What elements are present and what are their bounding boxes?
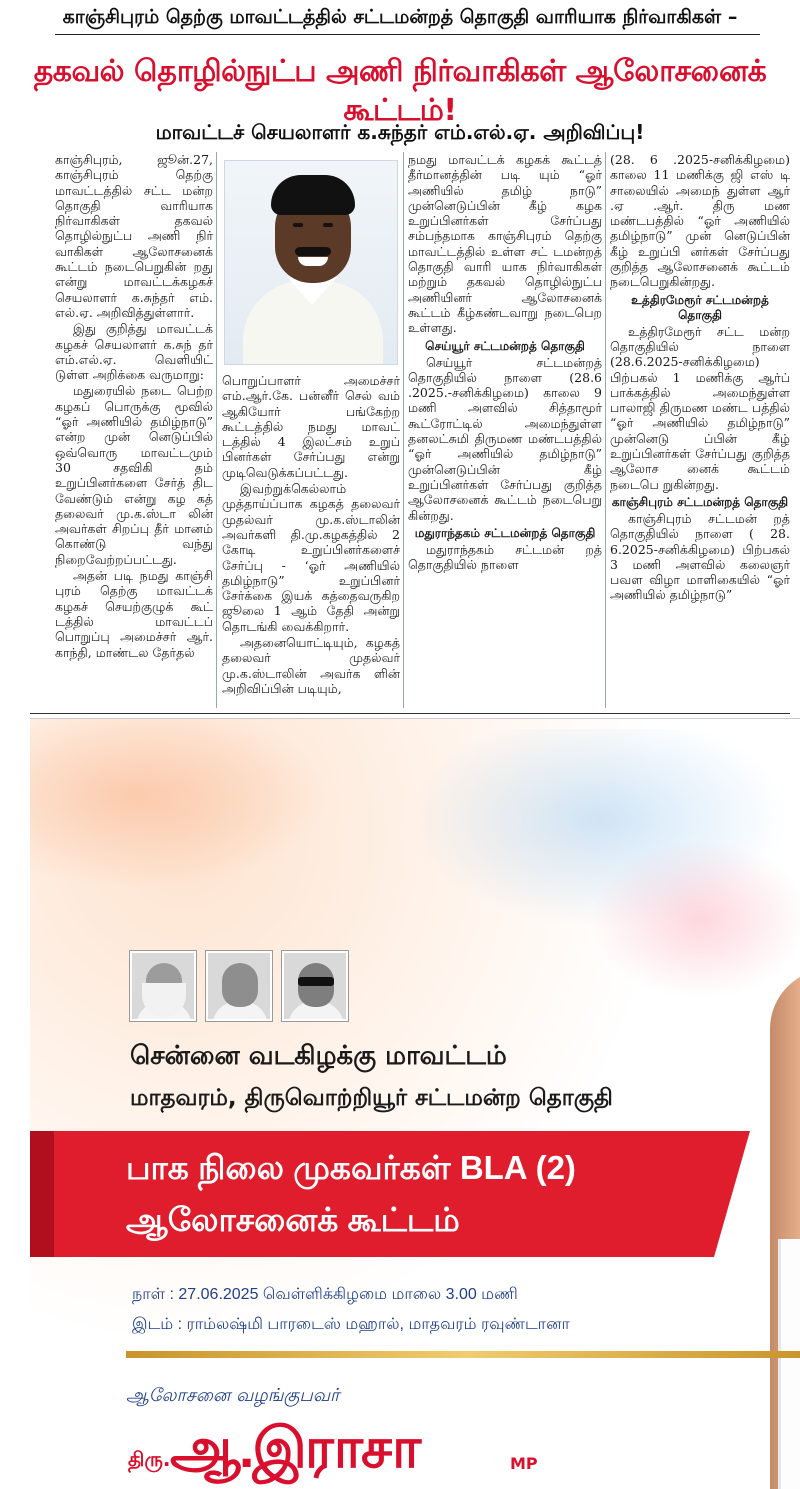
article-kicker: காஞ்சிபுரம் தெற்கு மாவட்டத்தில் சட்டமன்றத் தொகுதி வாரியாக நிர்வாகிகள் – bbox=[62, 6, 738, 28]
article-paragraph: (28. 6 .2025-சனிக்கிழமை) காலை 11 மணிக்கு ஜி எஸ் டி சாலையில் அமைந் துள்ள ஆர் .ஏ .ஆர். திரு மண மண்டபத்தில் “ஓர் அணியில் தமிழ்நாடு” முன் னெடுப்பின் கீழ் உறுப்பி னர்கள் சேர்ப்பது குறித்த ஆலோசனைக் கூட்டம் நடைபெறுகின்றது. bbox=[610, 152, 790, 290]
article-paragraph: நமது மாவட்டக் கழகக் கூட்டத் தீர்மானத்தின் படி யும் “ஓர் அணியில் தமிழ் நாடு” முன்னெடுப்பின் கீழ் கழக உறுப்பினர்கள் சேர்ப்பது சம்பந்தமாக காஞ்சிபுரம் தெற்கு மாவட்டத்தில் உள்ள சட் டமன்றத் தொகுதி வாரி யாக நிர்வாகிகள் மற்றும் தகவல் தொழில்நுட்ப அணியினர் ஆலோசனைக் கூட்டம் கீழ்கண்டவாறு நடைபெற உள்ளது. bbox=[408, 152, 602, 336]
ad-venue-line: இடம் : ராம்லஷ்மி பாரடைஸ் மஹால், மாதவரம் ரவுண்டானா bbox=[132, 1316, 570, 1333]
column-divider bbox=[605, 152, 606, 708]
ad-date-line: நாள் : 27.06.2025 வெள்ளிக்கிழமை மாலை 3.00 மணி bbox=[132, 1286, 518, 1303]
sundar-mla-photo bbox=[224, 160, 398, 365]
ad-district-title: சென்னை வடகிழக்கு மாவட்டம் bbox=[130, 1041, 507, 1071]
article-paragraph: காஞ்சிபுரம் சட்டமன் றத் தொகுதியில் நாளை ( 28. 6.2025-சனிக்கிழமை) பிற்பகல் 3 மணி அளவில் கலைஞர் பவள விழா மாளிகையில் “ஓர் அணியில் தமிழ்நாடு” bbox=[610, 510, 790, 603]
leader-portrait-shirt bbox=[778, 1239, 800, 1489]
ad-constituency-title: மாதவரம், திருவொற்றியூர் சட்டமன்ற தொகுதி bbox=[130, 1085, 613, 1111]
photo-smile bbox=[298, 257, 328, 266]
article-column-4 bbox=[610, 152, 790, 604]
ad-presenter-prefix: திரு. bbox=[128, 1447, 171, 1471]
photo-eye bbox=[323, 223, 333, 227]
ad-background-splash bbox=[590, 839, 800, 999]
photo-hair bbox=[271, 175, 355, 215]
photo-moustache bbox=[295, 247, 331, 256]
portrait-periyar bbox=[130, 951, 196, 1021]
article-paragraph: அதனையொட்டியும், கழகத் தலைவர் முதல்வர் மு.க.ஸ்டாலின் அவர்க ளின் அறிவிப்பின் படியும், bbox=[222, 635, 400, 696]
column-divider bbox=[403, 152, 404, 708]
article-paragraph: பொறுப்பாளர் அமைச்சர் எம்.ஆர்.கே. பன்னீர் செல் வம் ஆகியோர் பங்கேற்ற கூட்டத்தில் நமது மாவட் டத்தில் 4 இலட்சம் உறுப் பினர்கள் சேர்ப்பது என்று முடிவெடுக்கப்பட்டது. bbox=[222, 373, 400, 480]
section-heading-seyyur: செய்யூர் சட்டமன்றத் தொகுதி bbox=[425, 338, 585, 353]
section-heading-madurantakam: மதுராந்தகம் சட்டமன்றத் தொகுதி bbox=[414, 525, 596, 540]
article-column-3 bbox=[408, 152, 602, 573]
event-advertisement bbox=[30, 718, 800, 1489]
ad-banner-shade bbox=[30, 1131, 54, 1257]
article-paragraph: இவற்றுக்கெல்லாம் முத்தாய்ப்பாக கழகத் தலைவர் முதல்வர் மு.க.ஸ்டாலின் அவர்களி தி.மு.கழகத்தில் 2 கோடி உறுப்பினர்களைச் சேர்ப்பு - ‘ஓர் அணியில் தமிழ்நாடு” உறுப்பினர் சேர்க்கை இயக் கத்தைவருகிற ஜூலை 1 ஆம் தேதி அன்று தொடங்கி வைக்கிறார். bbox=[222, 481, 400, 634]
news-article bbox=[0, 0, 800, 718]
article-paragraph: மதுராந்தகம் சட்டமன் றத் தொகுதியில் நாளை bbox=[408, 541, 602, 573]
article-column-1 bbox=[55, 152, 213, 661]
article-paragraph: காஞ்சிபுரம், ஜூன்.27, காஞ்சிபுரம் தெற்கு மாவட்டத்தில் சட்ட மன்ற தொகுதி வாரியாக நிர்வாகிகள் தகவல் தொழில்நுட்ப அணி நிர் வாகிகள் ஆலோசனைக் கூட்டம் நடைபெறுகின் றது என்று மாவட்டக்கழகச் செயலாளர் க.சுந்தர் எம். எல்.ஏ. அறிவித்துள்ளார். bbox=[55, 152, 213, 320]
article-paragraph: உத்திரமேரூர் சட்ட மன்ற தொகுதியில் நாளை (28.6.2025-சனிக்கிழமை) பிற்பகல் 1 மணிக்கு ஆர்ப் பாக்கத்தில் அமைந்துள்ள பாலாஜி திருமண மண்ட பத்தில் “ஓர் அணியில் தமிழ்நாடு” முன்னெடு ப்பின் கீழ் உறுப்பினர்கள் சேர்ப்பது குறித்த ஆலோச னைக் கூட்டம் நடைபெ றுகின்றது. bbox=[610, 323, 790, 492]
portrait-anna bbox=[206, 951, 272, 1021]
article-paragraph: இது குறித்து மாவட்டக் கழகச் செயலாளர் க.சுந் தர் எம்.எல்.ஏ. வெளியிட் டுள்ள அறிக்கை வருமாறு: bbox=[55, 321, 213, 383]
article-headline: தகவல் தொழில்நுட்ப அணி நிர்வாகிகள் ஆலோசனைக் கூட்டம்! bbox=[33, 54, 767, 128]
portrait-glasses bbox=[298, 977, 334, 986]
section-heading-kanchipuram: காஞ்சிபுரம் சட்டமன்றத் தொகுதி bbox=[611, 494, 789, 509]
ad-presenter-suffix: MP bbox=[510, 1454, 538, 1473]
column-divider bbox=[216, 152, 217, 708]
kicker-underline bbox=[55, 34, 760, 35]
article-bottom-rule bbox=[30, 713, 790, 714]
section-heading-uthiramerur: உத்திரமேரூர் சட்டமன்றத் தொகுதி bbox=[631, 292, 769, 322]
article-column-2 bbox=[222, 373, 400, 697]
article-subheadline: மாவட்டச் செயலாளர் க.சுந்தர் எம்.எல்.ஏ. அறிவிப்பு! bbox=[155, 120, 645, 144]
article-paragraph: செய்யூர் சட்டமன்றத் தொகுதியில் நாளை (28.6 .2025.-சனிக்கிழமை) காலை 9 மணி அளவில் சித்தாமூர் கூட்ரோட்டில் அமைந்துள்ள தனலட்சுமி திருமண மண்டபத்தில் “ஓர் அணியில் தமிழ்நாடு” முன்னெடுப்பின் கீழ் உறுப்பினர்கள் சேர்ப்பது குறித்த ஆலோசனைக் கூட்டம் நடைபெறு கின்றது. bbox=[408, 354, 602, 523]
ad-gold-divider bbox=[126, 1351, 800, 1358]
ad-presenter-name: ஆ.இராசா bbox=[170, 1416, 420, 1479]
ad-banner-subtitle: ஆலோசனைக் கூட்டம் bbox=[126, 1201, 460, 1238]
ad-background-splash bbox=[30, 719, 330, 889]
photo-eye bbox=[293, 223, 303, 227]
ad-presenter-label: ஆலோசனை வழங்குபவர் bbox=[126, 1385, 340, 1406]
portrait-face bbox=[222, 963, 258, 1007]
article-paragraph: அதன் படி நமது காஞ்சி புரம் தெற்கு மாவட்டக் கழகச் செயற்குழுக் கூட் டத்தில் மாவட்டப் பொறுப்பு அமைச்சர் ஆர். காந்தி, மாண்டல தேர்தல் bbox=[55, 568, 213, 660]
article-paragraph: மதுரையில் நடை பெற்ற கழகப் பொருக்கு மூவில் “ஓர் அணியில் தமிழ்நாடு” என்ற முன் னெடுப்பில் ஒவ்வொரு மாவட்டமும் 30 சதவிகி தம் உறுப்பினர்களை சேர்த் திட வேண்டும் என்று கழ கத் தலைவர் மு.க.ஸ்டா லின் அவர்கள் சிறப்பு தீர் மானம் கொண்டு வந்து நிறைவேற்றப்பட்டது. bbox=[55, 383, 213, 567]
ad-banner-title: பாக நிலை முகவர்கள் BLA (2) bbox=[126, 1149, 576, 1186]
portrait-kalaignar bbox=[282, 951, 348, 1021]
